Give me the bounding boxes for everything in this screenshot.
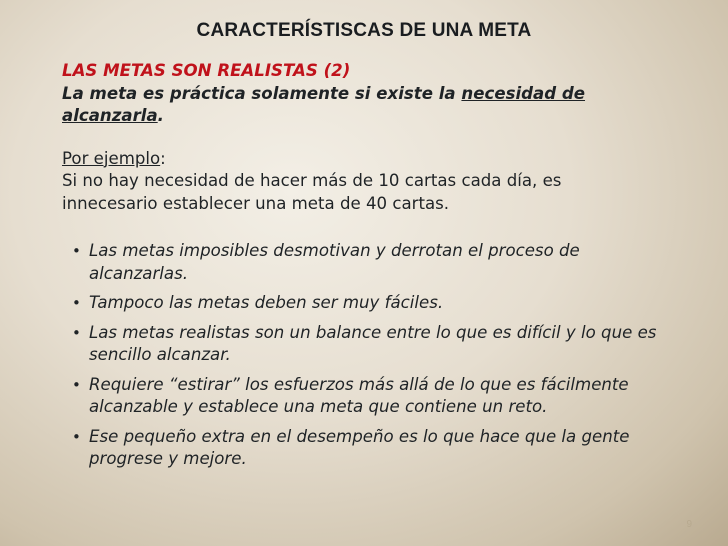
example-text: Si no hay necesidad de hacer más de 10 cartas cada día, es innecesario establecer una meta de 40 cartas. xyxy=(62,171,562,213)
lead-sentence xyxy=(62,83,662,128)
example-label: Por ejemplo xyxy=(62,148,161,168)
bullet-icon: • xyxy=(72,427,81,446)
lead-underlined: necesidad de alcanzarla xyxy=(62,83,586,125)
bullet-icon: • xyxy=(72,294,81,312)
bullet-text: Las metas realistas son un balance entre lo que es difícil y lo que es sencillo alcanzar. xyxy=(89,322,657,364)
list-item xyxy=(72,374,662,419)
example-label-line xyxy=(62,148,662,171)
bullet-icon: • xyxy=(72,323,81,342)
list-item xyxy=(72,292,662,315)
bullet-icon: • xyxy=(72,375,81,394)
intro-block xyxy=(62,60,662,215)
bullet-list xyxy=(72,240,662,478)
bullet-text: Requiere “estirar” los esfuerzos más allá de lo que es fácilmente alcanzable y establece una meta que contiene un reto. xyxy=(89,374,629,416)
page-number: 9 xyxy=(686,519,692,530)
list-item xyxy=(72,240,662,285)
example-colon: : xyxy=(160,148,166,168)
bullet-text: Las metas imposibles desmotivan y derrotan el proceso de alcanzarlas. xyxy=(89,241,580,283)
section-subtitle: LAS METAS SON REALISTAS (2) xyxy=(62,61,351,80)
lead-prefix: La meta es práctica solamente si existe la xyxy=(62,83,462,103)
list-item xyxy=(72,322,662,367)
bullet-text: Ese pequeño extra en el desempeño es lo que hace que la gente progrese y mejore. xyxy=(89,426,630,468)
list-item xyxy=(72,426,662,471)
bullet-text: Tampoco las metas deben ser muy fáciles. xyxy=(89,293,444,312)
slide-title: CARACTERÍSTISCAS DE UNA META xyxy=(196,20,532,41)
bullet-icon: • xyxy=(72,242,81,260)
lead-suffix: . xyxy=(157,106,164,125)
